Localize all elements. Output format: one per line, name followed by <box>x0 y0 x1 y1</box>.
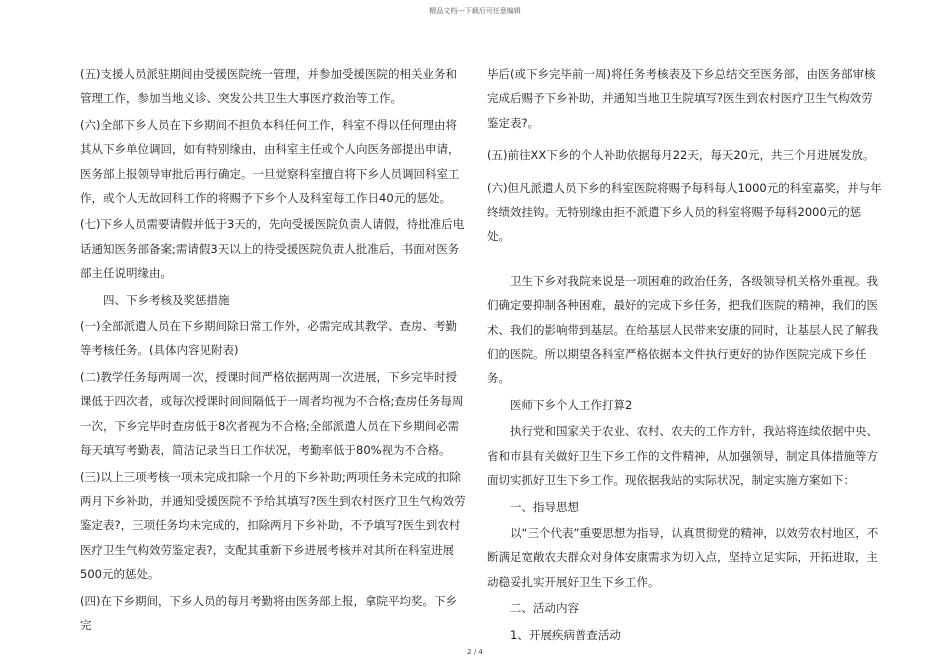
paragraph: (三)以上三项考核一项未完成扣除一个月的下乡补助;两项任务未完成的扣除两月下乡补助，并通知受援医院不予给其填写?医生到农村医疗卫生气构效劳鉴定表?，三项任务均未完成的，扣除两月下乡补助，不予填写?医生到农村医疗卫生气构效劳鉴定表?，支配其重新下乡进展考核并对其所在科室进展500元的惩处。 <box>80 469 466 582</box>
section-heading: 一、指导思想 <box>510 499 579 514</box>
paragraph: (二)教学任务每两周一次，授课时间严格依据两周一次进展，下乡完毕时授课低于四次者，或每次授课时间间隔低于一周者均视为不合格;查房任务每周一次，下乡完毕时查房低于8次者视为不合格;全部派遣人员在下乡期间必需每天填写考勤表，简洁记录当日工作状况，考勤率低于80%视为不合格。 <box>80 369 464 458</box>
document-title: 医师下乡个人工作打算2 <box>510 397 633 412</box>
section-heading: 四、下乡考核及奖惩措施 <box>103 292 230 307</box>
paragraph: (五)前往XX下乡的个人补助依据每月22天，每天20元，共三个月进展发放。 <box>487 148 875 163</box>
paragraph: (六)全部下乡人员在下乡期间不担负本科任何工作，科室不得以任何理由将其从下乡单位调回，如有特别缘由，由科室主任或个人向医务部提出申请，医务部上报领导审批后再行确定。一旦觉察科室擅自将下乡人员调回科室工作，或个人无故回科工作的将赐予下乡个人及科室每工作日40元的惩处。 <box>80 117 460 206</box>
paragraph: 卫生下乡对我院来说是一项困难的政治任务，各级领导机关格外重视。我们确定要抑制各种困难，最好的完成下乡任务，把我们医院的精神，我们的医术、我们的影响带到基层。在给基层人民带来安康的同时，让基层人民了解我们的医院。所以期望各科室严格依据本文件执行更好的协作医院完成下乡任务。 <box>487 273 878 386</box>
right-column <box>487 62 882 649</box>
section-heading: 二、活动内容 <box>510 601 579 616</box>
paragraph: 执行党和国家关于农业、农村、农夫的工作方针，我站将连续依据中央、省和市县有关做好卫生下乡工作的文件精神，从加强领导，制定具体措施等方面切实抓好卫生下乡工作。现依据我站的实际状况，制定实施方案如下： <box>487 424 878 488</box>
paragraph: (五)支援人员派驻期间由受援医院统一管理，并参加受援医院的相关业务和管理工作，参加当地义诊、突发公共卫生大事医疗救治等工作。 <box>80 67 457 106</box>
paragraph: (七)下乡人员需要请假并低于3天的，先向受援医院负责人请假，待批准后电话通知医务部备案;需请假3天以上的待受援医院负责人批准后，书面对医务部主任说明缘由。 <box>80 217 465 281</box>
left-column <box>80 62 466 639</box>
page-header: 精品文档---下载后可任意编辑 <box>429 7 521 15</box>
page-number: 2 / 4 <box>467 648 483 656</box>
sub-heading: 1、开展疾病普查活动 <box>510 627 621 642</box>
paragraph: 以“三个代表”重要思想为指导，认真贯彻党的精神，以效劳农村地区，不断满足宽敞农夫群众对身体安康需求为切入点，坚持立足实际，开拓进取，主动稳妥扎实开展好卫生下乡工作。 <box>487 525 879 589</box>
paragraph: (四)在下乡期间，下乡人员的每月考勤将由医务部上报，拿院平均奖。下乡完 <box>80 593 457 632</box>
paragraph: 毕后(或下乡完毕前一周)将任务考核表及下乡总结交至医务部，由医务部审核完成后赐予下乡补助，并通知当地卫生院填写?医生到农村医疗卫生气构效劳鉴定表?。 <box>487 67 876 130</box>
paragraph: (一)全部派遣人员在下乡期间除日常工作外，必需完成其教学、查房、考勤等考核任务。(具体内容见附表) <box>80 319 457 358</box>
paragraph: (六)但凡派遣人员下乡的科室医院将赐予每科每人1000元的科室嘉奖，并与年终绩效挂钩。无特别缘由拒不派遣下乡人员的科室将赐予每科2000元的惩处。 <box>487 180 882 244</box>
